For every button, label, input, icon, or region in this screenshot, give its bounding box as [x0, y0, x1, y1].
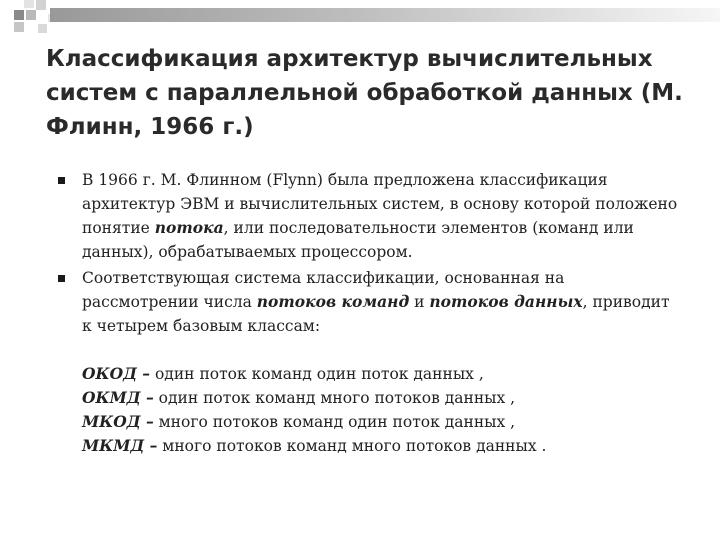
- class-desc: один поток команд много потоков данных ,: [153, 389, 516, 407]
- text-span: и: [409, 293, 430, 311]
- class-desc: много потоков команд много потоков данных .: [157, 437, 547, 455]
- class-item: [82, 434, 678, 458]
- class-abbrev: ОКОД –: [82, 364, 151, 383]
- decor-square: [24, 0, 34, 8]
- class-list: [58, 362, 678, 458]
- bullet-text: [82, 266, 678, 338]
- decor-square: [14, 22, 24, 32]
- slide-title: Классификация архитектур вычислительных систем с параллельной обработкой данных (М. Флинн, 1966 г.): [46, 46, 683, 140]
- class-item: [82, 362, 678, 386]
- square-bullet-icon: [58, 177, 65, 184]
- class-desc: один поток команд один поток данных ,: [150, 365, 484, 383]
- text-span: Соответствующая система классификации, основанная на рассмотрении числа: [82, 269, 565, 311]
- class-desc: много потоков команд один поток данных ,: [153, 413, 516, 431]
- class-abbrev: МКОД –: [82, 412, 154, 431]
- class-item: [82, 410, 678, 434]
- bullet-text: [82, 168, 678, 264]
- text-span: , приводит к четырем базовым классам:: [82, 293, 670, 335]
- text-span: , или последовательности элементов (команд или данных), обрабатываемых процессором.: [82, 219, 634, 261]
- bullet-item: [58, 266, 678, 338]
- decor-square: [26, 10, 36, 20]
- emphasis-term: потока: [154, 218, 224, 237]
- decor-square: [38, 24, 47, 33]
- bullet-item: [58, 168, 678, 264]
- decor-square: [14, 10, 24, 20]
- slide-body: [58, 168, 678, 458]
- class-abbrev: МКМД –: [82, 436, 158, 455]
- header-band: [50, 8, 720, 22]
- text-span: В 1966 г. М. Флинном (Flynn) была предложена классификация архитектур ЭВМ и вычислительных систем, в основу которой положено понятие: [82, 171, 678, 237]
- emphasis-term: потоков данных: [429, 292, 583, 311]
- emphasis-term: потоков команд: [256, 292, 410, 311]
- class-item: [82, 386, 678, 410]
- class-abbrev: ОКМД –: [82, 388, 154, 407]
- decor-square: [36, 0, 46, 10]
- square-bullet-icon: [58, 275, 65, 282]
